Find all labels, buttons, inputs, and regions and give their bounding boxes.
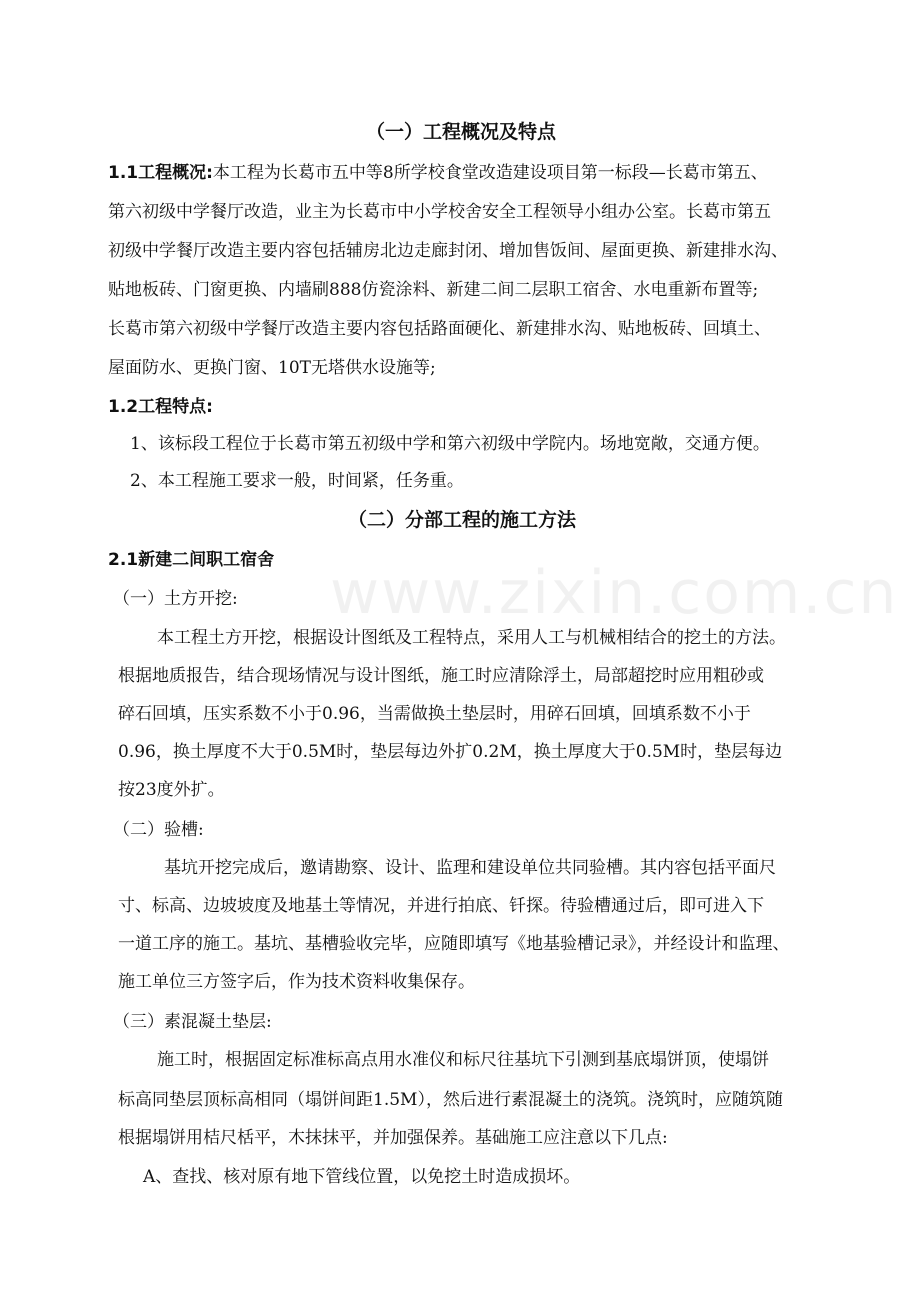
item-1-line: 根据地质报告，结合现场情况与设计图纸，施工时应清除浮土，局部超挖时应用粗砂或 bbox=[118, 666, 764, 686]
watermark: www.zixin.com.cn bbox=[330, 558, 899, 628]
item-3-line: 根据塌饼用桔尺栝平，木抹抹平，并加强保养。基础施工应注意以下几点: bbox=[118, 1128, 668, 1148]
item-1-line: 本工程土方开挖，根据设计图纸及工程特点，采用人工与机械相结合的挖土的方法。 bbox=[157, 628, 786, 648]
paragraph-1-1-line: 本工程为长葛市五中等8所学校食堂改造建设项目第一标段—长葛市第五、 bbox=[212, 163, 768, 183]
subsection-2-1-title: 2.1新建二间职工宿舍 bbox=[108, 550, 275, 570]
paragraph-1-1-line: 初级中学餐厅改造主要内容包括辅房北边走廊封闭、增加售饭间、屋面更换、新建排水沟、 bbox=[108, 241, 788, 261]
item-2-line: 一道工序的施工。基坑、基槽验收完毕，应随即填写《地基验槽记录》，并经设计和监理、 bbox=[118, 934, 790, 954]
item-3-title: （三）素混凝土垫层: bbox=[113, 1012, 272, 1032]
paragraph-1-1 bbox=[108, 161, 768, 185]
item-2-line: 基坑开挖完成后，邀请勘察、设计、监理和建设单位共同验槽。其内容包括平面尺 bbox=[164, 858, 776, 878]
item-1-title: （一）土方开挖: bbox=[113, 589, 238, 609]
paragraph-1-1-line: 屋面防水、更换门窗、10T无塔供水设施等; bbox=[108, 358, 436, 378]
item-2-line: 施工单位三方签字后，作为技术资料收集保存。 bbox=[118, 972, 475, 992]
section-2-title: （二）分部工程的施工方法 bbox=[348, 509, 577, 531]
list-item: 1、该标段工程位于长葛市第五初级中学和第六初级中学院内。场地宽敞，交通方便。 bbox=[130, 434, 770, 454]
item-2-line: 寸、标高、边坡坡度及地基土等情况，并进行拍底、钎探。待验槽通过后，即可进入下 bbox=[118, 896, 764, 916]
paragraph-1-2-label: 1.2工程特点: bbox=[108, 397, 213, 417]
item-1-line: 0.96，换土厚度不大于0.5M时，垫层每边外扩0.2M，换土厚度大于0.5M时，垫层每边 bbox=[118, 742, 783, 762]
item-3-line: 标高同垫层顶标高相同（塌饼间距1.5M），然后进行素混凝土的浇筑。浇筑时，应随筑随 bbox=[118, 1090, 783, 1110]
list-item: 2、本工程施工要求一般，时间紧，任务重。 bbox=[130, 471, 464, 491]
item-3-line: A、查找、核对原有地下管线位置，以免挖土时造成损坏。 bbox=[143, 1167, 581, 1187]
paragraph-1-1-label: 1.1工程概况: bbox=[108, 163, 213, 183]
item-1-line: 碎石回填，压实系数不小于0.96，当需做换土垫层时，用碎石回填，回填系数不小于 bbox=[118, 704, 751, 724]
item-1-line: 按23度外扩。 bbox=[118, 780, 225, 800]
paragraph-1-1-line: 长葛市第六初级中学餐厅改造主要内容包括路面硬化、新建排水沟、贴地板砖、回填土、 bbox=[108, 319, 771, 339]
section-1-title: （一）工程概况及特点 bbox=[366, 121, 557, 143]
item-2-title: （二）验槽: bbox=[113, 820, 204, 840]
paragraph-1-1-line: 贴地板砖、门窗更换、内墙刷888仿瓷涂料、新建二间二层职工宿舍、水电重新布置等; bbox=[108, 280, 759, 300]
item-3-line: 施工时，根据固定标准标高点用水准仪和标尺往基坑下引测到基底塌饼顶，使塌饼 bbox=[157, 1050, 769, 1070]
paragraph-1-1-line: 第六初级中学餐厅改造，业主为长葛市中小学校舍安全工程领导小组办公室。长葛市第五 bbox=[108, 202, 771, 222]
